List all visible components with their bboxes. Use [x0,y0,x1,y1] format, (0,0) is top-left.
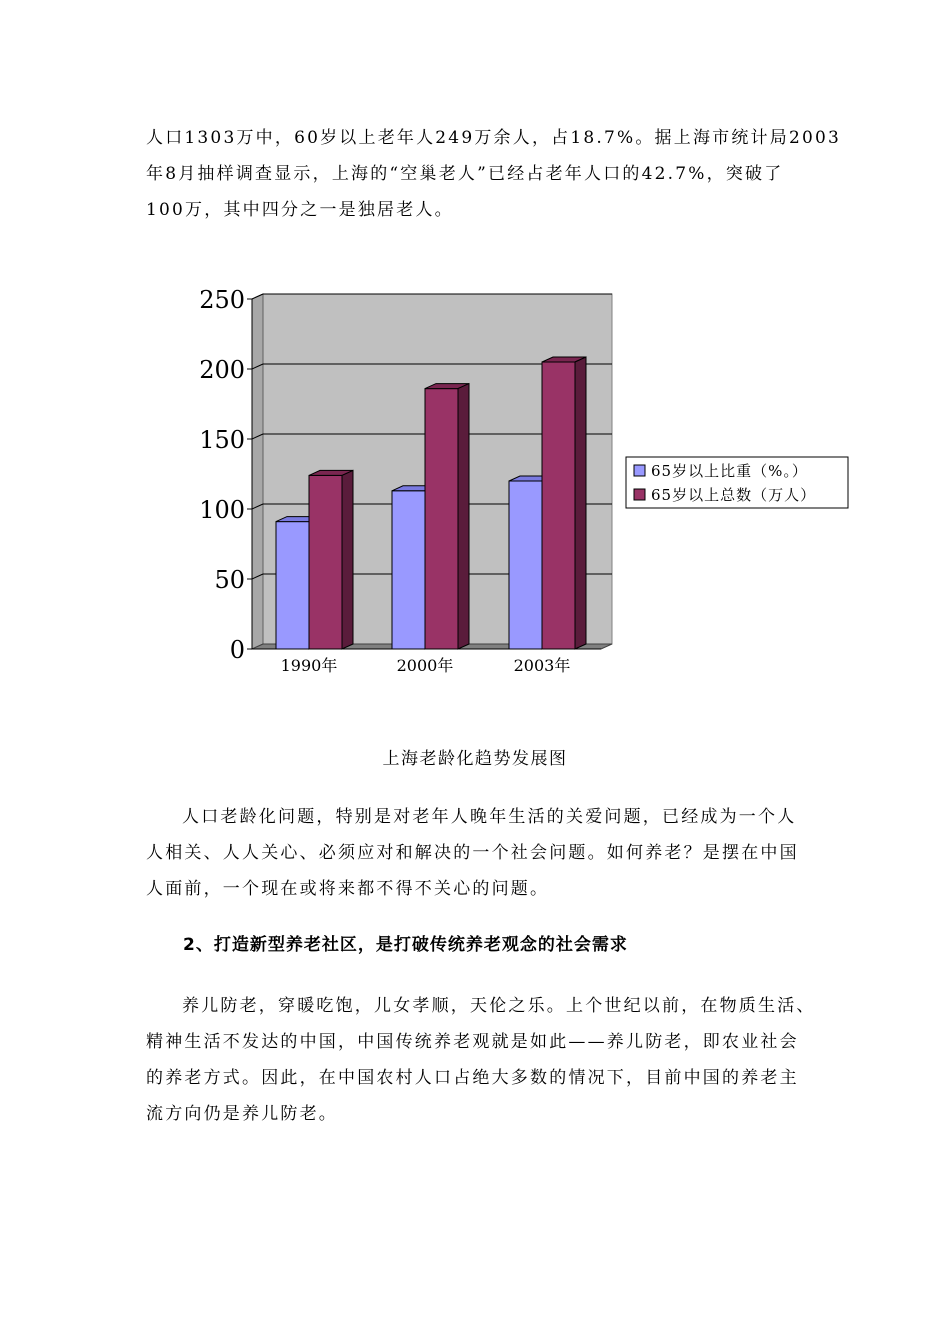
y-tick-label: 200 [199,356,245,384]
plot-side-wall [252,294,263,649]
bar-share [509,481,542,649]
y-tick-label: 250 [199,286,245,314]
y-tick-label: 150 [199,426,245,454]
bar-side-face [458,384,469,649]
legend-label-total: 65岁以上总数（万人） [651,486,817,504]
x-category-label: 1990年 [280,656,338,675]
text-line: 人口1303万中，60岁以上老年人249万余人，占18.7%。据上海市统计局2003 [146,128,842,148]
text-line: 100万，其中四分之一是独居老人。 [146,200,454,220]
bar-share [392,491,425,649]
text-line: 的养老方式。因此，在中国农村人口占绝大多数的情况下，目前中国的养老主 [146,1068,799,1088]
text-line: 流方向仍是养儿防老。 [146,1104,338,1124]
bar-share [276,522,309,649]
x-category-label: 2000年 [396,656,454,675]
y-tick-label: 50 [214,566,245,594]
bar-total [542,362,575,649]
x-category-label: 2003年 [513,656,571,675]
text-line: 精神生活不发达的中国，中国传统养老观就是如此——养儿防老，即农业社会 [146,1032,799,1052]
text-line: 人相关、人人关心、必须应对和解决的一个社会问题。如何养老？是摆在中国 [146,843,799,863]
legend-swatch-total [634,489,645,500]
paragraph-traditional-care [146,988,848,1132]
bar-side-face [342,470,353,649]
text-line: 人口老龄化问题，特别是对老年人晚年生活的关爱问题，已经成为一个人 [182,807,797,827]
paragraph-aging-problem [146,799,848,907]
bar-total [425,389,458,649]
legend-swatch-share [634,465,645,476]
chart-legend [626,457,848,508]
text-line: 年8月抽样调查显示，上海的“空巢老人”已经占老年人口的42.7%，突破了 [146,164,784,184]
y-tick-label: 100 [199,496,245,524]
y-tick-label: 0 [229,636,245,664]
chart-caption: 上海老龄化趋势发展图 [382,749,568,769]
bar-side-face [575,357,586,649]
legend-label-share: 65岁以上比重（%。） [651,462,808,480]
section-heading: 2、打造新型养老社区，是打破传统养老观念的社会需求 [183,935,628,955]
text-line: 养儿防老，穿暖吃饱，儿女孝顺，天伦之乐。上个世纪以前，在物质生活、 [182,996,816,1016]
bar-total [309,475,342,649]
text-line: 人面前，一个现在或将来都不得不关心的问题。 [146,879,550,899]
